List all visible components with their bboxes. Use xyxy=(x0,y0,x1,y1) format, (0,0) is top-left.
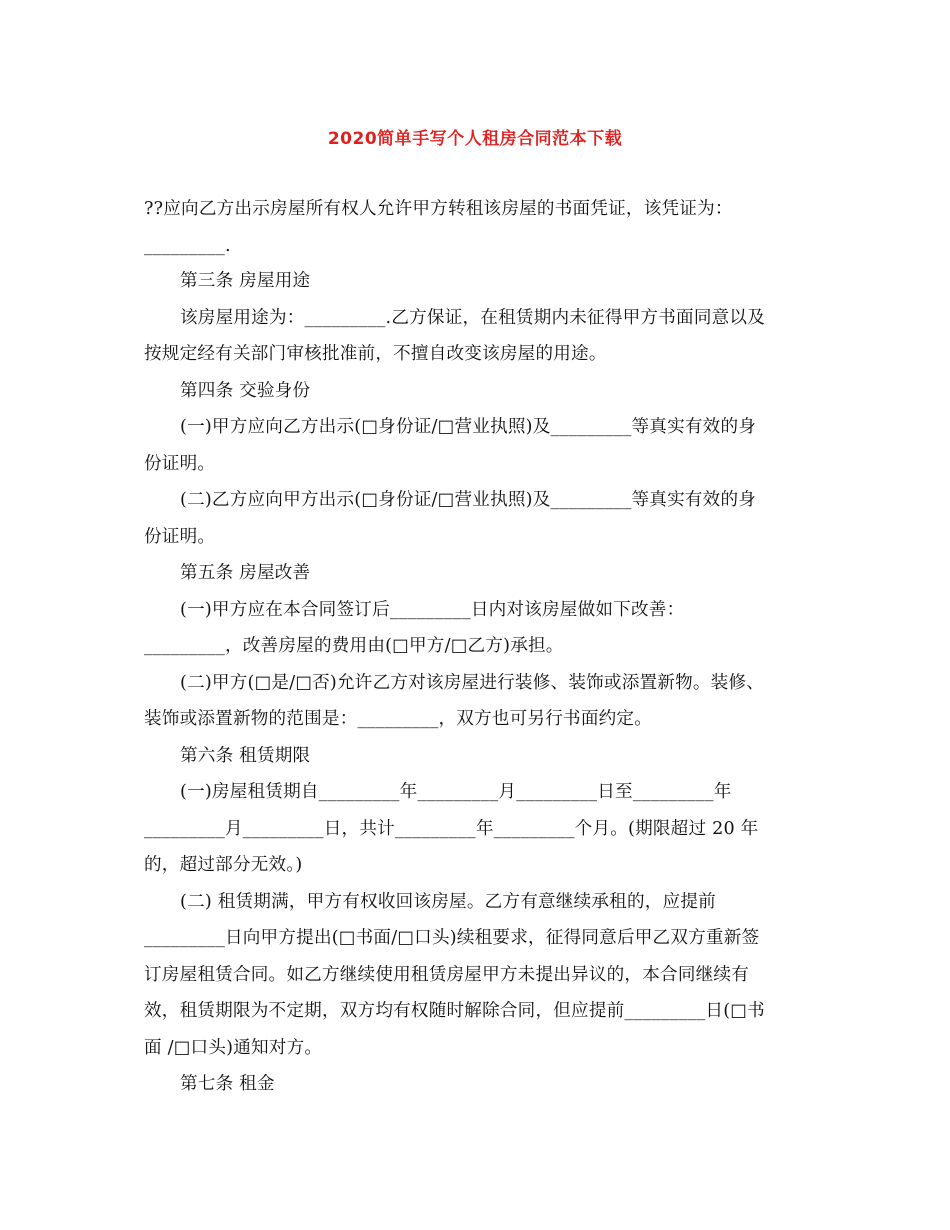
text-line-14: (二)甲方(□是/□否)允许乙方对该房屋进行装修、装饰或添置新物。装修、 xyxy=(180,673,765,693)
text-line-4: 该房屋用途为：_________.乙方保证，在租赁期内未征得甲方书面同意以及 xyxy=(180,308,765,328)
text-line-10: 份证明。 xyxy=(144,527,216,547)
text-line-20: (二) 租赁期满，甲方有权收回该房屋。乙方有意继续承租的，应提前 xyxy=(180,892,716,912)
text-line-12: (一)甲方应在本合同签订后_________日内对该房屋做如下改善： xyxy=(180,600,685,620)
text-line-22: 订房屋租赁合同。如乙方继续使用租赁房屋甲方未提出异议的，本合同继续有 xyxy=(144,965,749,985)
text-line-21: _________日向甲方提出(□书面/□口头)续租要求，征得同意后甲乙双方重新签 xyxy=(144,928,760,948)
text-line-5: 按规定经有关部门审核批准前，不擅自改变该房屋的用途。 xyxy=(144,344,607,364)
text-line-2: _________. xyxy=(144,236,231,256)
text-line-17: (一)房屋租赁期自_________年_________月_________日至_________年 xyxy=(180,782,732,802)
section-heading-6: 第六条 租赁期限 xyxy=(180,746,311,766)
text-line-23: 效，租赁期限为不定期，双方均有权随时解除合同，但应提前_________日(□书 xyxy=(144,1001,765,1021)
section-heading-7: 第七条 租金 xyxy=(180,1074,275,1094)
text-line-13: _________，改善房屋的费用由(□甲方/□乙方)承担。 xyxy=(144,636,564,656)
text-line-15: 装饰或添置新物的范围是：_________，双方也可另行书面约定。 xyxy=(144,709,653,729)
text-line-1: ??应向乙方出示房屋所有权人允许甲方转租该房屋的书面凭证，该凭证为： xyxy=(144,199,733,219)
text-line-8: 份证明。 xyxy=(144,454,216,474)
section-heading-5: 第五条 房屋改善 xyxy=(180,563,311,583)
section-heading-3: 第三条 房屋用途 xyxy=(180,271,311,291)
document-title: 2020简单手写个人租房合同范本下载 xyxy=(327,129,623,149)
text-line-24: 面 /□口头)通知对方。 xyxy=(144,1038,323,1058)
text-line-9: (二)乙方应向甲方出示(□身份证/□营业执照)及_________等真实有效的身 xyxy=(180,490,757,510)
text-line-18: _________月_________日，共计_________年_________个月。(期限超过 20 年 xyxy=(144,819,759,839)
text-line-7: (一)甲方应向乙方出示(□身份证/□营业执照)及_________等真实有效的身 xyxy=(180,417,757,437)
section-heading-4: 第四条 交验身份 xyxy=(180,381,311,401)
text-line-19: 的，超过部分无效。) xyxy=(144,855,303,875)
